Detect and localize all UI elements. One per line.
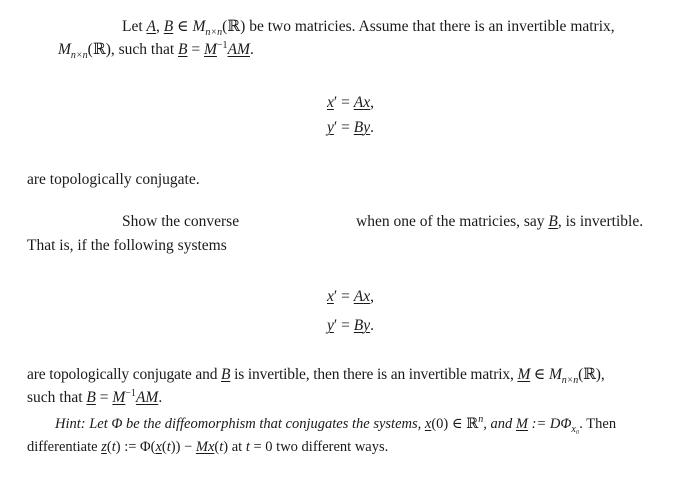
- equation-x-2: [327, 287, 374, 307]
- vec-y: y: [363, 119, 371, 136]
- text: = 0 two different ways.: [249, 439, 389, 455]
- subscript: n×n: [561, 375, 579, 387]
- text: Then: [586, 416, 617, 432]
- vec-y: y: [363, 317, 371, 334]
- text: such that: [27, 389, 87, 406]
- text: .: [158, 389, 163, 406]
- equation-y-1: [327, 118, 374, 138]
- matrix-B: B: [548, 213, 558, 230]
- matrix-M: M: [515, 416, 528, 432]
- matrix-A: A: [146, 18, 156, 35]
- vec-x: x: [327, 94, 334, 111]
- vec-x: x: [327, 288, 334, 305]
- text: ∈: [173, 18, 193, 35]
- vec-x: x: [207, 439, 215, 455]
- matrix-A: A: [353, 288, 364, 305]
- text: )) −: [170, 439, 196, 455]
- text: ,: [370, 288, 375, 305]
- that-is-line: That is, if the following systems: [27, 237, 227, 254]
- text: (: [214, 439, 220, 455]
- paragraph-2-line-2: [27, 388, 162, 408]
- superscript: −1: [216, 39, 228, 51]
- text: (ℝ) be two matricies. Assume that there is an invertible matrix,: [222, 18, 615, 35]
- matrix-B: B: [163, 18, 174, 35]
- conjugate-statement: are topologically conjugate.: [27, 171, 200, 188]
- text: =: [187, 41, 204, 58]
- show-converse: Show the converse: [122, 213, 240, 230]
- math-M: M: [58, 41, 71, 58]
- text: ∈: [530, 366, 549, 383]
- matrix-B: B: [178, 41, 188, 58]
- text: ) := Φ(: [115, 439, 156, 455]
- paragraph-2-line-1: [27, 365, 605, 385]
- subscript: n×n: [205, 27, 223, 39]
- vec-y: y: [327, 119, 334, 136]
- hint-line-1: [55, 414, 616, 434]
- math-t: t: [245, 439, 250, 455]
- math-M: M: [548, 366, 562, 383]
- vec-x: x: [155, 439, 162, 455]
- vec-z: z: [101, 439, 107, 455]
- text: := DΦ: [527, 416, 572, 432]
- vec-x: x: [424, 416, 432, 432]
- text: are topologically conjugate and: [27, 366, 222, 383]
- matrix-M: M: [112, 389, 126, 406]
- matrix-A: A: [135, 389, 146, 406]
- matrix-B: B: [353, 317, 364, 334]
- text: differentiate: [27, 439, 102, 455]
- text: is invertible, then there is an invertible matrix,: [230, 366, 518, 383]
- matrix-M: M: [204, 41, 217, 58]
- text: ′ =: [333, 288, 354, 305]
- subscript: n×n: [70, 50, 88, 62]
- text: =: [95, 389, 113, 406]
- subscript: x₀: [571, 423, 580, 435]
- math-t: t: [219, 439, 224, 455]
- text: .: [370, 119, 375, 136]
- equation-y-2: [327, 316, 374, 336]
- hint-line-2: [27, 437, 388, 457]
- when-invertible: [356, 212, 643, 232]
- paragraph-1-line-1: [122, 17, 615, 37]
- math-M: M: [192, 18, 206, 35]
- text: ,: [370, 94, 375, 111]
- matrix-B: B: [86, 389, 96, 406]
- hint-text: , and: [483, 416, 516, 432]
- vec-x: x: [363, 288, 371, 305]
- matrix-B: B: [353, 119, 364, 136]
- vec-x: x: [363, 94, 371, 111]
- text: (: [161, 439, 167, 455]
- text: ′ =: [333, 317, 354, 334]
- text: when one of the matricies, say: [356, 213, 549, 230]
- text: Let: [122, 18, 147, 35]
- math-t: t: [166, 439, 171, 455]
- paragraph-1-line-2: [58, 40, 254, 60]
- matrix-M: M: [195, 439, 208, 455]
- superscript: n: [478, 414, 484, 426]
- matrix-A: A: [227, 41, 238, 58]
- text: .: [370, 317, 375, 334]
- vec-y: y: [327, 317, 334, 334]
- text: ,: [156, 18, 164, 35]
- text: (: [106, 439, 112, 455]
- text: , is invertible.: [557, 213, 644, 230]
- text: (ℝ),: [578, 366, 605, 383]
- hint-text: Hint: Let Φ be the diffeomorphism that conjugates the systems,: [55, 416, 425, 432]
- text: ) at: [223, 439, 246, 455]
- matrix-M: M: [517, 366, 531, 383]
- equation-x-1: [327, 93, 374, 113]
- text: (ℝ), such that: [87, 41, 179, 58]
- superscript: −1: [125, 387, 136, 399]
- matrix-B: B: [221, 366, 231, 383]
- text: ′ =: [333, 94, 354, 111]
- text: .: [579, 416, 587, 432]
- matrix-M: M: [145, 389, 159, 406]
- math-t: t: [111, 439, 116, 455]
- text: (0) ∈ ℝ: [431, 416, 479, 432]
- matrix-M: M: [237, 41, 250, 58]
- text: ′ =: [333, 119, 354, 136]
- text: .: [249, 41, 254, 58]
- matrix-A: A: [353, 94, 364, 111]
